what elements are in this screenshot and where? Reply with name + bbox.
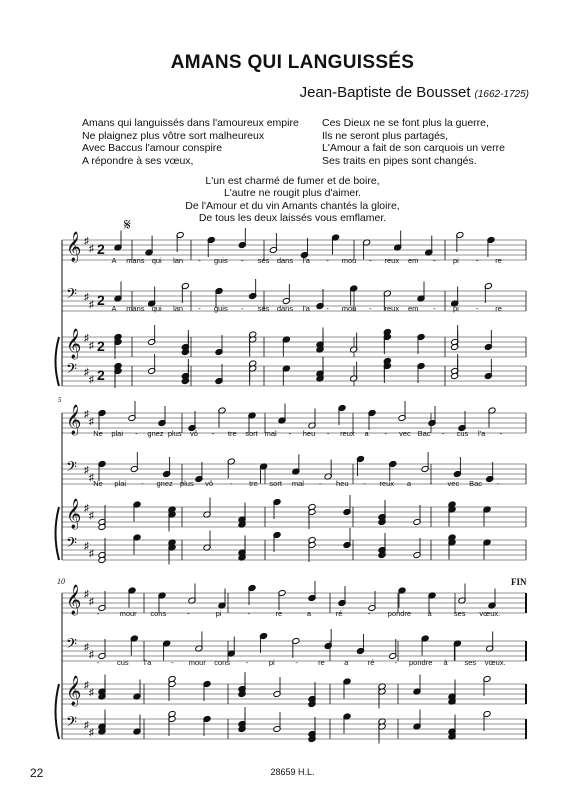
lyric-syllable: - bbox=[368, 609, 371, 618]
sharp-sign: ♯ bbox=[84, 680, 89, 691]
lyric-syllable: - bbox=[433, 304, 436, 313]
lyric-syllable: sés bbox=[257, 304, 270, 313]
lyric-syllable: l'a bbox=[477, 429, 486, 438]
sharp-sign: ♯ bbox=[84, 503, 89, 514]
sharp-sign: ♯ bbox=[89, 374, 94, 386]
lyric-syllable: mal bbox=[291, 479, 304, 488]
lyric-syllable: ses bbox=[464, 658, 477, 667]
verse-line: A répondre à ses vœux, bbox=[82, 154, 194, 167]
lyric-syllable: pi bbox=[452, 256, 459, 265]
lyric-syllable: guis bbox=[213, 304, 228, 313]
refrain-line: L'un est charmé de fumer et de boire, bbox=[205, 175, 380, 187]
lyric-syllable: Bac bbox=[469, 479, 483, 488]
lyric-syllable: guis bbox=[213, 256, 228, 265]
lyric-syllable: re bbox=[275, 609, 283, 618]
lyric-syllable: mou bbox=[341, 304, 357, 313]
lyric-syllable: - bbox=[326, 304, 329, 313]
verse-line: Amans qui languissés dans l'amoureux empire bbox=[82, 117, 299, 129]
piano-brace bbox=[56, 684, 60, 739]
lyric-syllable: heu bbox=[302, 429, 316, 438]
lyric-syllable: dans bbox=[276, 304, 294, 313]
lyric-syllable: pi bbox=[268, 658, 275, 667]
lyric-syllable: - bbox=[394, 658, 398, 667]
lyric-syllable: - bbox=[171, 658, 174, 667]
lyric-syllable: plus bbox=[167, 429, 182, 438]
treble-clef: 𝄞 bbox=[66, 328, 82, 358]
verse-line: L'Amour a fait de son carquois un verre bbox=[322, 142, 505, 155]
lyric-syllable: - bbox=[141, 479, 144, 488]
lyric-syllable: plai bbox=[114, 479, 127, 488]
lyric-syllable: a bbox=[344, 658, 349, 667]
time-signature: 2 bbox=[97, 338, 105, 354]
treble-clef: 𝄞 bbox=[66, 404, 82, 434]
lyric-syllable: - bbox=[295, 658, 298, 667]
lyric-syllable: - bbox=[245, 658, 249, 667]
lyric-syllable: A bbox=[111, 304, 117, 313]
refrain-line: De l'Amour et du vin Amants chantés la gloire, bbox=[185, 199, 400, 212]
time-signature: 2 bbox=[97, 241, 105, 257]
time-signature: 2 bbox=[97, 367, 105, 383]
lyric-syllable: Ne bbox=[93, 429, 103, 438]
lyric-syllable: - bbox=[135, 429, 138, 438]
lyric-syllable: gnez bbox=[147, 429, 164, 438]
lyric-syllable: - bbox=[326, 256, 329, 265]
lyric-syllable: heu bbox=[336, 479, 349, 488]
fin-marker: FIN bbox=[511, 577, 527, 587]
lyric-syllable: pondre bbox=[409, 658, 433, 667]
lyric-syllable: lan bbox=[173, 304, 184, 313]
sharp-sign: ♯ bbox=[89, 548, 94, 560]
lyric-syllable: a bbox=[306, 609, 312, 618]
lyric-syllable: mou bbox=[341, 256, 357, 265]
bass-clef: 𝄢 bbox=[66, 459, 77, 478]
lyric-syllable: mour bbox=[119, 609, 137, 618]
verse-line: Avec Baccus l'amour conspire bbox=[82, 142, 223, 155]
lyric-syllable: cus bbox=[456, 429, 469, 438]
lyric-syllable: - bbox=[318, 479, 322, 488]
bass-clef: 𝄢 bbox=[66, 361, 77, 380]
lyric-syllable: cons bbox=[214, 658, 231, 667]
lyric-syllable: - bbox=[247, 609, 250, 618]
lyric-syllable: reux bbox=[340, 429, 355, 438]
lyric-syllable: à bbox=[427, 609, 432, 618]
lyric-syllable: cons bbox=[150, 609, 167, 618]
lyric-syllable: - bbox=[369, 256, 372, 265]
lyric-syllable: vœux. bbox=[484, 658, 506, 667]
lyric-syllable: reux bbox=[384, 304, 400, 313]
lyric-syllable: a bbox=[406, 479, 412, 488]
lyric-syllable: lan bbox=[173, 256, 184, 265]
bass-clef: 𝄢 bbox=[66, 636, 77, 655]
lyric-syllable: plus bbox=[179, 479, 194, 488]
composer-name: Jean-Baptiste de Bousset bbox=[299, 84, 471, 101]
sharp-sign: ♯ bbox=[89, 243, 94, 255]
lyric-syllable: ré bbox=[335, 609, 343, 618]
lyric-syllable: - bbox=[476, 304, 479, 313]
piano-brace bbox=[56, 507, 60, 560]
lyric-syllable: mal bbox=[264, 429, 277, 438]
lyric-syllable: - bbox=[442, 429, 445, 438]
sharp-sign: ♯ bbox=[84, 465, 89, 476]
lyric-syllable: - bbox=[429, 479, 433, 488]
lyric-syllable: a bbox=[364, 429, 369, 438]
lyric-syllable: dans bbox=[276, 256, 294, 265]
lyric-syllable: ses bbox=[453, 609, 466, 618]
lyric-syllable: sort bbox=[245, 429, 258, 438]
sharp-sign: ♯ bbox=[89, 416, 94, 428]
sharp-sign: ♯ bbox=[89, 596, 94, 608]
lyric-syllable: re bbox=[318, 658, 325, 667]
lyric-syllable: vec bbox=[447, 479, 460, 488]
lyric-syllable: - bbox=[187, 609, 190, 618]
lyric-syllable: - bbox=[326, 429, 330, 438]
sharp-sign: ♯ bbox=[84, 236, 89, 247]
lyric-syllable: em bbox=[407, 256, 419, 265]
lyric-syllable: l'a bbox=[302, 256, 310, 265]
lyric-syllable: - bbox=[288, 429, 292, 438]
lyric-syllable: - bbox=[369, 304, 372, 313]
lyric-syllable: reux bbox=[379, 479, 395, 488]
lyric-syllable: tre bbox=[227, 429, 237, 438]
sharp-sign: ♯ bbox=[89, 340, 94, 352]
sharp-sign: ♯ bbox=[89, 510, 94, 522]
lyric-syllable: sés bbox=[257, 256, 270, 265]
treble-clef: 𝄞 bbox=[66, 584, 82, 614]
bass-clef: 𝄢 bbox=[66, 286, 77, 305]
composer-dates: (1662-1725) bbox=[474, 89, 529, 100]
lyric-syllable: tre bbox=[249, 479, 258, 488]
lyric-syllable: l'a bbox=[144, 658, 152, 667]
page-number: 22 bbox=[30, 766, 44, 780]
sharp-sign: ♯ bbox=[84, 367, 89, 378]
lyric-syllable: pi bbox=[215, 609, 222, 618]
sharp-sign: ♯ bbox=[84, 642, 89, 653]
sharp-sign: ♯ bbox=[89, 687, 94, 699]
lyric-syllable: - bbox=[96, 658, 100, 667]
lyric-syllable: sort bbox=[269, 479, 282, 488]
lyric-syllable: qui bbox=[151, 256, 162, 265]
bass-clef: 𝄢 bbox=[66, 714, 77, 733]
lyric-syllable: A bbox=[111, 256, 117, 265]
lyric-syllable: - bbox=[363, 479, 366, 488]
lyric-syllable: vô bbox=[189, 429, 198, 438]
verse-line: Ils ne seront plus partagés, bbox=[322, 129, 449, 142]
lyric-syllable: Bac bbox=[417, 429, 431, 438]
lyric-syllable: - bbox=[198, 256, 201, 265]
lyric-syllable: re bbox=[495, 304, 502, 313]
bass-clef: 𝄢 bbox=[66, 535, 77, 554]
lyric-syllable: à bbox=[443, 658, 448, 667]
lyric-syllable: - bbox=[240, 304, 244, 313]
verse-line: Ses traits en pipes sont changés. bbox=[322, 154, 477, 167]
sharp-sign: ♯ bbox=[89, 649, 94, 661]
lyric-syllable: pondre bbox=[387, 609, 412, 618]
lyric-syllable: plai bbox=[111, 429, 124, 438]
measure-number-10: 10 bbox=[57, 577, 65, 586]
lyric-syllable: mans bbox=[126, 304, 145, 313]
catalog-reference: 28659 H.L. bbox=[270, 767, 315, 777]
sharp-sign: ♯ bbox=[84, 333, 89, 344]
lyric-syllable: ré bbox=[367, 658, 375, 667]
verse-line: Ces Dieux ne se font plus la guerre, bbox=[322, 117, 489, 129]
lyric-syllable: - bbox=[198, 304, 201, 313]
lyric-syllable: qui bbox=[151, 304, 162, 313]
lyric-syllable: cus bbox=[116, 658, 129, 667]
lyric-syllable: mans bbox=[126, 256, 145, 265]
sharp-sign: ♯ bbox=[89, 727, 94, 739]
verse-line: Ne plaignez plus vôtre sort malheureux bbox=[82, 129, 265, 142]
refrain-line: L'autre ne rougit plus d'aimer. bbox=[223, 187, 362, 200]
lyric-syllable: mour bbox=[188, 658, 206, 667]
lyric-syllable: gnez bbox=[156, 479, 173, 488]
segno-icon: 𝄋 bbox=[124, 217, 131, 234]
piano-brace bbox=[56, 337, 60, 386]
time-signature: 2 bbox=[97, 292, 105, 308]
lyric-syllable: - bbox=[211, 429, 215, 438]
lyric-syllable: em bbox=[407, 304, 419, 313]
lyric-syllable: - bbox=[230, 479, 233, 488]
sharp-sign: ♯ bbox=[84, 292, 89, 303]
sharp-sign: ♯ bbox=[84, 541, 89, 552]
lyric-syllable: re bbox=[495, 256, 502, 265]
lyric-syllable: vô bbox=[205, 479, 214, 488]
lyric-syllable: l'a bbox=[302, 304, 310, 313]
lyric-syllable: vec bbox=[399, 429, 411, 438]
lyric-syllable: - bbox=[240, 256, 244, 265]
lyric-syllable: - bbox=[476, 256, 479, 265]
sharp-sign: ♯ bbox=[84, 720, 89, 731]
sharp-sign: ♯ bbox=[89, 472, 94, 484]
treble-clef: 𝄞 bbox=[66, 231, 82, 261]
refrain-line: De tous les deux laissés vous emflamer. bbox=[198, 212, 387, 225]
sharp-sign: ♯ bbox=[84, 409, 89, 420]
treble-clef: 𝄞 bbox=[66, 498, 82, 528]
lyric-syllable: - bbox=[96, 609, 100, 618]
song-title: AMANS QUI LANGUISSÉS bbox=[170, 52, 415, 73]
treble-clef: 𝄞 bbox=[66, 675, 82, 705]
lyric-syllable: - bbox=[499, 429, 503, 438]
lyric-syllable: - bbox=[496, 479, 500, 488]
sharp-sign: ♯ bbox=[84, 589, 89, 600]
sharp-sign: ♯ bbox=[89, 299, 94, 311]
lyric-syllable: Ne bbox=[93, 479, 103, 488]
lyric-syllable: reux bbox=[384, 256, 400, 265]
lyric-syllable: vœux. bbox=[479, 609, 501, 618]
lyric-syllable: - bbox=[433, 256, 436, 265]
lyric-syllable: - bbox=[384, 429, 387, 438]
measure-number-5: 5 bbox=[58, 396, 62, 404]
lyric-syllable: pi bbox=[452, 304, 459, 313]
